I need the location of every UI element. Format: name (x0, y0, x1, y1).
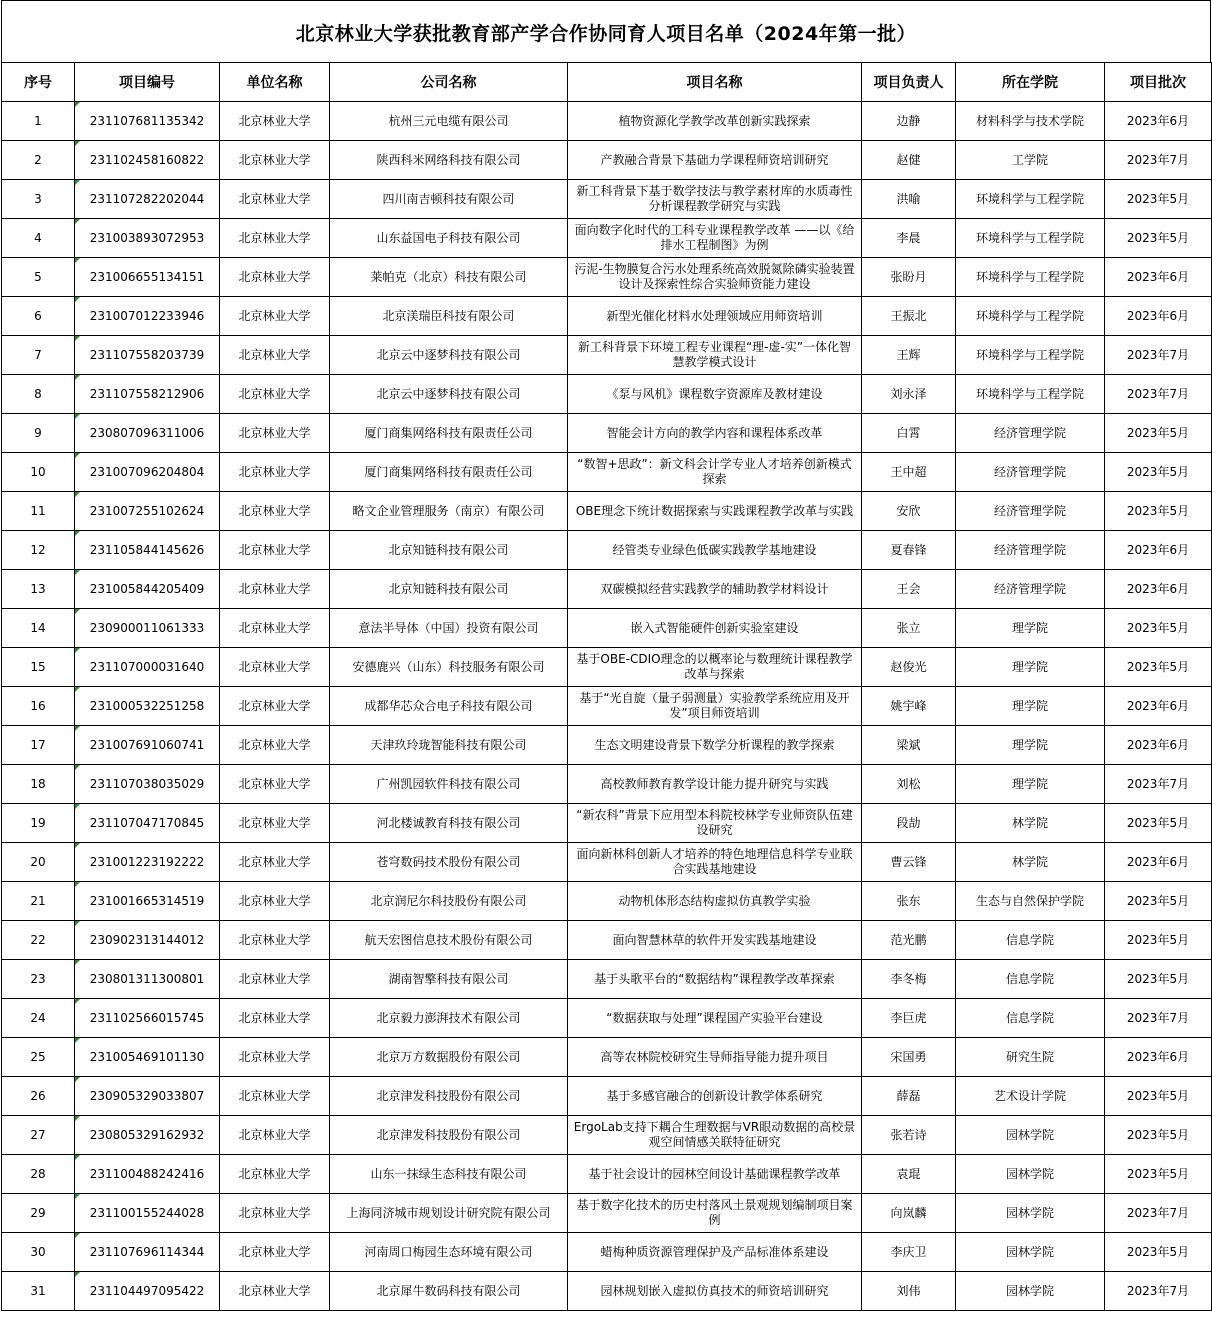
cell-college: 理学院 (956, 765, 1105, 804)
cell-batch: 2023年7月 (1105, 336, 1212, 375)
cell-project-name: “数智+思政”：新文科会计学专业人才培养创新模式探索 (568, 453, 862, 492)
cell-unit: 北京林业大学 (220, 102, 330, 141)
cell-unit: 北京林业大学 (220, 1077, 330, 1116)
cell-leader: 洪喻 (862, 180, 956, 219)
cell-project-name: “数据获取与处理”课程国产实验平台建设 (568, 999, 862, 1038)
table-row (2, 687, 1212, 726)
cell-college: 园林学院 (956, 1272, 1105, 1311)
cell-seq: 5 (2, 258, 75, 297)
cell-batch: 2023年7月 (1105, 375, 1212, 414)
cell-project-code: 231104497095422 (75, 1272, 220, 1311)
cell-college: 理学院 (956, 687, 1105, 726)
cell-batch: 2023年5月 (1105, 1077, 1212, 1116)
cell-college: 园林学院 (956, 1194, 1105, 1233)
cell-leader: 边静 (862, 102, 956, 141)
cell-unit: 北京林业大学 (220, 258, 330, 297)
table-row (2, 375, 1212, 414)
cell-unit: 北京林业大学 (220, 1233, 330, 1272)
cell-batch: 2023年6月 (1105, 531, 1212, 570)
cell-unit: 北京林业大学 (220, 492, 330, 531)
cell-company: 天津玖玲珑智能科技有限公司 (330, 726, 568, 765)
cell-leader: 向岚麟 (862, 1194, 956, 1233)
cell-unit: 北京林业大学 (220, 648, 330, 687)
cell-college: 生态与自然保护学院 (956, 882, 1105, 921)
cell-company: 山东益国电子科技有限公司 (330, 219, 568, 258)
header-row (2, 63, 1212, 102)
header-company: 公司名称 (330, 63, 568, 102)
table-row (2, 492, 1212, 531)
table-row (2, 219, 1212, 258)
cell-project-code: 231107000031640 (75, 648, 220, 687)
table-row (2, 648, 1212, 687)
cell-seq: 10 (2, 453, 75, 492)
cell-leader: 曹云锋 (862, 843, 956, 882)
cell-college: 林学院 (956, 804, 1105, 843)
table-row (2, 999, 1212, 1038)
header-leader: 项目负责人 (862, 63, 956, 102)
cell-project-name: 动物机体形态结构虚拟仿真教学实验 (568, 882, 862, 921)
cell-company: 北京知链科技有限公司 (330, 570, 568, 609)
cell-project-code: 231003893072953 (75, 219, 220, 258)
cell-project-code: 230900011061333 (75, 609, 220, 648)
cell-project-code: 231107558203739 (75, 336, 220, 375)
cell-seq: 28 (2, 1155, 75, 1194)
cell-batch: 2023年6月 (1105, 297, 1212, 336)
cell-project-code: 231005844205409 (75, 570, 220, 609)
cell-project-code: 231001223192222 (75, 843, 220, 882)
table-row (2, 1194, 1212, 1233)
cell-seq: 19 (2, 804, 75, 843)
cell-leader: 梁斌 (862, 726, 956, 765)
header-project-name: 项目名称 (568, 63, 862, 102)
cell-company: 安德鹿兴（山东）科技服务有限公司 (330, 648, 568, 687)
cell-project-code: 231107558212906 (75, 375, 220, 414)
cell-leader: 王中超 (862, 453, 956, 492)
cell-seq: 26 (2, 1077, 75, 1116)
cell-project-name: 基于“光自旋（量子弱测量）实验教学系统应用及开发”项目师资培训 (568, 687, 862, 726)
cell-project-name: 面向新林科创新人才培养的特色地理信息科学专业联合实践基地建设 (568, 843, 862, 882)
cell-leader: 张东 (862, 882, 956, 921)
table-row (2, 414, 1212, 453)
cell-project-name: 基于数字化技术的历史村落风土景观规划编制项目案例 (568, 1194, 862, 1233)
cell-college: 艺术设计学院 (956, 1077, 1105, 1116)
table-row (2, 765, 1212, 804)
cell-unit: 北京林业大学 (220, 921, 330, 960)
cell-project-name: 基于头歌平台的“数据结构”课程教学改革探索 (568, 960, 862, 999)
cell-project-code: 231107282202044 (75, 180, 220, 219)
cell-batch: 2023年7月 (1105, 141, 1212, 180)
cell-unit: 北京林业大学 (220, 531, 330, 570)
cell-unit: 北京林业大学 (220, 375, 330, 414)
cell-unit: 北京林业大学 (220, 843, 330, 882)
cell-batch: 2023年7月 (1105, 1194, 1212, 1233)
table-row (2, 336, 1212, 375)
cell-project-code: 231000532251258 (75, 687, 220, 726)
cell-project-name: 污泥-生物膜复合污水处理系统高效脱氮除磷实验装置设计及探索性综合实验师资能力建设 (568, 258, 862, 297)
cell-leader: 王会 (862, 570, 956, 609)
cell-project-name: 基于多感官融合的创新设计教学体系研究 (568, 1077, 862, 1116)
cell-college: 理学院 (956, 609, 1105, 648)
cell-seq: 9 (2, 414, 75, 453)
cell-seq: 25 (2, 1038, 75, 1077)
cell-project-code: 231007255102624 (75, 492, 220, 531)
cell-batch: 2023年6月 (1105, 570, 1212, 609)
cell-seq: 11 (2, 492, 75, 531)
cell-seq: 12 (2, 531, 75, 570)
cell-project-name: 高校教师教育教学设计能力提升研究与实践 (568, 765, 862, 804)
cell-leader: 李晨 (862, 219, 956, 258)
cell-seq: 15 (2, 648, 75, 687)
cell-project-name: 新工科背景下环境工程专业课程“理-虚-实”一体化智慧教学模式设计 (568, 336, 862, 375)
cell-leader: 张立 (862, 609, 956, 648)
cell-batch: 2023年5月 (1105, 180, 1212, 219)
table-row (2, 102, 1212, 141)
table-row (2, 180, 1212, 219)
cell-batch: 2023年7月 (1105, 765, 1212, 804)
cell-leader: 刘伟 (862, 1272, 956, 1311)
cell-seq: 14 (2, 609, 75, 648)
cell-project-code: 231105844145626 (75, 531, 220, 570)
cell-unit: 北京林业大学 (220, 141, 330, 180)
table-row (2, 843, 1212, 882)
cell-college: 经济管理学院 (956, 453, 1105, 492)
cell-company: 陕西科米网络科技有限公司 (330, 141, 568, 180)
cell-seq: 24 (2, 999, 75, 1038)
cell-unit: 北京林业大学 (220, 336, 330, 375)
table-row (2, 1155, 1212, 1194)
header-project-code: 项目编号 (75, 63, 220, 102)
cell-college: 园林学院 (956, 1233, 1105, 1272)
cell-unit: 北京林业大学 (220, 609, 330, 648)
cell-leader: 张盼月 (862, 258, 956, 297)
cell-unit: 北京林业大学 (220, 1038, 330, 1077)
cell-project-code: 231006655134151 (75, 258, 220, 297)
cell-project-name: 产教融合背景下基础力学课程师资培训研究 (568, 141, 862, 180)
header-batch: 项目批次 (1105, 63, 1212, 102)
cell-project-name: 基于社会设计的园林空间设计基础课程教学改革 (568, 1155, 862, 1194)
cell-project-code: 231001665314519 (75, 882, 220, 921)
cell-company: 北京犀牛数码科技有限公司 (330, 1272, 568, 1311)
cell-project-code: 230805329162932 (75, 1116, 220, 1155)
cell-company: 湖南智擎科技有限公司 (330, 960, 568, 999)
table-row (2, 570, 1212, 609)
cell-company: 苍穹数码技术股份有限公司 (330, 843, 568, 882)
cell-seq: 2 (2, 141, 75, 180)
cell-project-code: 231007096204804 (75, 453, 220, 492)
cell-batch: 2023年5月 (1105, 453, 1212, 492)
cell-leader: 赵健 (862, 141, 956, 180)
cell-leader: 安欣 (862, 492, 956, 531)
cell-college: 研究生院 (956, 1038, 1105, 1077)
cell-company: 成都华芯众合电子科技有限公司 (330, 687, 568, 726)
cell-leader: 李冬梅 (862, 960, 956, 999)
cell-company: 北京润尼尔科技股份有限公司 (330, 882, 568, 921)
cell-unit: 北京林业大学 (220, 726, 330, 765)
cell-company: 北京知链科技有限公司 (330, 531, 568, 570)
cell-company: 河北楼诚教育科技有限公司 (330, 804, 568, 843)
table-row (2, 141, 1212, 180)
cell-batch: 2023年5月 (1105, 492, 1212, 531)
cell-unit: 北京林业大学 (220, 219, 330, 258)
cell-seq: 23 (2, 960, 75, 999)
cell-company: 厦门商集网络科技有限责任公司 (330, 453, 568, 492)
cell-project-name: 蜡梅种质资源管理保护及产品标准体系建设 (568, 1233, 862, 1272)
table-row (2, 258, 1212, 297)
cell-seq: 21 (2, 882, 75, 921)
cell-seq: 18 (2, 765, 75, 804)
table-row (2, 453, 1212, 492)
cell-unit: 北京林业大学 (220, 882, 330, 921)
cell-college: 理学院 (956, 648, 1105, 687)
cell-project-code: 231007012233946 (75, 297, 220, 336)
cell-leader: 姚宇峰 (862, 687, 956, 726)
cell-leader: 王振北 (862, 297, 956, 336)
cell-college: 环境科学与工程学院 (956, 336, 1105, 375)
table-row (2, 297, 1212, 336)
sheet-title: 北京林业大学获批教育部产学合作协同育人项目名单（2024年第一批） (1, 0, 1211, 62)
cell-company: 厦门商集网络科技有限责任公司 (330, 414, 568, 453)
cell-seq: 17 (2, 726, 75, 765)
table-row (2, 1116, 1212, 1155)
cell-company: 河南周口梅园生态环境有限公司 (330, 1233, 568, 1272)
cell-college: 信息学院 (956, 960, 1105, 999)
cell-seq: 13 (2, 570, 75, 609)
cell-batch: 2023年5月 (1105, 882, 1212, 921)
table-row (2, 1077, 1212, 1116)
cell-unit: 北京林业大学 (220, 687, 330, 726)
cell-company: 北京津发科技股份有限公司 (330, 1077, 568, 1116)
table-row (2, 921, 1212, 960)
cell-college: 环境科学与工程学院 (956, 219, 1105, 258)
cell-batch: 2023年5月 (1105, 219, 1212, 258)
cell-leader: 薛磊 (862, 1077, 956, 1116)
cell-project-code: 231100488242416 (75, 1155, 220, 1194)
cell-leader: 李巨虎 (862, 999, 956, 1038)
cell-company: 四川南吉顿科技有限公司 (330, 180, 568, 219)
cell-seq: 31 (2, 1272, 75, 1311)
cell-project-name: 嵌入式智能硬件创新实验室建设 (568, 609, 862, 648)
cell-seq: 30 (2, 1233, 75, 1272)
cell-college: 环境科学与工程学院 (956, 297, 1105, 336)
cell-batch: 2023年7月 (1105, 999, 1212, 1038)
table-row (2, 960, 1212, 999)
cell-project-code: 230801311300801 (75, 960, 220, 999)
cell-leader: 王辉 (862, 336, 956, 375)
cell-company: 北京毅力澎湃技术有限公司 (330, 999, 568, 1038)
table-row (2, 882, 1212, 921)
cell-college: 信息学院 (956, 921, 1105, 960)
cell-seq: 3 (2, 180, 75, 219)
cell-batch: 2023年7月 (1105, 1272, 1212, 1311)
cell-company: 上海同济城市规划设计研究院有限公司 (330, 1194, 568, 1233)
cell-batch: 2023年5月 (1105, 804, 1212, 843)
spreadsheet (1, 0, 1211, 1311)
cell-seq: 4 (2, 219, 75, 258)
cell-batch: 2023年5月 (1105, 609, 1212, 648)
cell-company: 北京云中逐梦科技有限公司 (330, 336, 568, 375)
cell-seq: 22 (2, 921, 75, 960)
cell-seq: 20 (2, 843, 75, 882)
cell-college: 环境科学与工程学院 (956, 180, 1105, 219)
cell-project-name: OBE理念下统计数据探索与实践课程教学改革与实践 (568, 492, 862, 531)
cell-college: 环境科学与工程学院 (956, 375, 1105, 414)
cell-project-code: 231107038035029 (75, 765, 220, 804)
table-row (2, 531, 1212, 570)
cell-unit: 北京林业大学 (220, 180, 330, 219)
project-table (1, 62, 1212, 1311)
cell-batch: 2023年5月 (1105, 960, 1212, 999)
cell-project-code: 231005469101130 (75, 1038, 220, 1077)
cell-unit: 北京林业大学 (220, 1116, 330, 1155)
cell-project-code: 231100155244028 (75, 1194, 220, 1233)
table-row (2, 1038, 1212, 1077)
cell-project-name: 园林规划嵌入虚拟仿真技术的师资培训研究 (568, 1272, 862, 1311)
cell-leader: 范光鹏 (862, 921, 956, 960)
cell-batch: 2023年5月 (1105, 414, 1212, 453)
cell-unit: 北京林业大学 (220, 297, 330, 336)
cell-leader: 段劼 (862, 804, 956, 843)
cell-batch: 2023年6月 (1105, 726, 1212, 765)
cell-company: 北京万方数据股份有限公司 (330, 1038, 568, 1077)
cell-batch: 2023年5月 (1105, 648, 1212, 687)
cell-project-name: 面向智慧林草的软件开发实践基地建设 (568, 921, 862, 960)
cell-project-name: 基于OBE-CDIO理念的以概率论与数理统计课程教学改革与探索 (568, 648, 862, 687)
cell-company: 航天宏图信息技术股份有限公司 (330, 921, 568, 960)
table-row (2, 1272, 1212, 1311)
cell-unit: 北京林业大学 (220, 999, 330, 1038)
cell-unit: 北京林业大学 (220, 414, 330, 453)
cell-college: 经济管理学院 (956, 531, 1105, 570)
cell-project-name: 高等农林院校研究生导师指导能力提升项目 (568, 1038, 862, 1077)
cell-company: 杭州三元电缆有限公司 (330, 102, 568, 141)
header-college: 所在学院 (956, 63, 1105, 102)
cell-college: 工学院 (956, 141, 1105, 180)
cell-company: 北京津发科技股份有限公司 (330, 1116, 568, 1155)
cell-batch: 2023年6月 (1105, 1038, 1212, 1077)
cell-project-code: 231107047170845 (75, 804, 220, 843)
cell-project-name: 经管类专业绿色低碳实践教学基地建设 (568, 531, 862, 570)
cell-company: 北京渼瑞臣科技有限公司 (330, 297, 568, 336)
cell-batch: 2023年5月 (1105, 1233, 1212, 1272)
cell-batch: 2023年5月 (1105, 1155, 1212, 1194)
cell-project-name: 生态文明建设背景下数学分析课程的教学探索 (568, 726, 862, 765)
cell-company: 山东一抹绿生态科技有限公司 (330, 1155, 568, 1194)
cell-leader: 刘永泽 (862, 375, 956, 414)
cell-project-code: 231102458160822 (75, 141, 220, 180)
table-row (2, 726, 1212, 765)
cell-college: 理学院 (956, 726, 1105, 765)
cell-college: 园林学院 (956, 1116, 1105, 1155)
cell-project-name: “新农科”背景下应用型本科院校林学专业师资队伍建设研究 (568, 804, 862, 843)
cell-leader: 白霄 (862, 414, 956, 453)
cell-unit: 北京林业大学 (220, 804, 330, 843)
table-row (2, 804, 1212, 843)
cell-project-code: 231107696114344 (75, 1233, 220, 1272)
cell-company: 广州凯园软件科技有限公司 (330, 765, 568, 804)
cell-project-code: 231007691060741 (75, 726, 220, 765)
cell-company: 北京云中逐梦科技有限公司 (330, 375, 568, 414)
cell-college: 材料科学与技术学院 (956, 102, 1105, 141)
cell-company: 略文企业管理服务（南京）有限公司 (330, 492, 568, 531)
cell-leader: 夏春锋 (862, 531, 956, 570)
cell-college: 林学院 (956, 843, 1105, 882)
cell-batch: 2023年6月 (1105, 843, 1212, 882)
cell-college: 经济管理学院 (956, 570, 1105, 609)
table-row (2, 1233, 1212, 1272)
cell-seq: 27 (2, 1116, 75, 1155)
cell-batch: 2023年6月 (1105, 258, 1212, 297)
cell-company: 莱帕克（北京）科技有限公司 (330, 258, 568, 297)
cell-project-code: 230807096311006 (75, 414, 220, 453)
cell-leader: 宋国勇 (862, 1038, 956, 1077)
cell-project-name: 新工科背景下基于数学技法与教学素材库的水质毒性分析课程教学研究与实践 (568, 180, 862, 219)
cell-leader: 刘松 (862, 765, 956, 804)
cell-college: 园林学院 (956, 1155, 1105, 1194)
cell-batch: 2023年5月 (1105, 1116, 1212, 1155)
cell-leader: 袁琨 (862, 1155, 956, 1194)
cell-college: 经济管理学院 (956, 414, 1105, 453)
cell-unit: 北京林业大学 (220, 765, 330, 804)
cell-project-name: ErgoLab支持下耦合生理数据与VR眼动数据的高校景观空间情感关联特征研究 (568, 1116, 862, 1155)
cell-project-name: 面向数字化时代的工科专业课程教学改革 ——以《给排水工程制图》为例 (568, 219, 862, 258)
cell-seq: 6 (2, 297, 75, 336)
cell-college: 经济管理学院 (956, 492, 1105, 531)
cell-leader: 张若诗 (862, 1116, 956, 1155)
cell-unit: 北京林业大学 (220, 570, 330, 609)
cell-seq: 7 (2, 336, 75, 375)
cell-seq: 8 (2, 375, 75, 414)
table-row (2, 609, 1212, 648)
cell-unit: 北京林业大学 (220, 453, 330, 492)
cell-batch: 2023年6月 (1105, 102, 1212, 141)
cell-college: 环境科学与工程学院 (956, 258, 1105, 297)
cell-project-name: 新型光催化材料水处理领域应用师资培训 (568, 297, 862, 336)
cell-project-code: 231102566015745 (75, 999, 220, 1038)
cell-batch: 2023年5月 (1105, 921, 1212, 960)
cell-project-name: 植物资源化学教学改革创新实践探索 (568, 102, 862, 141)
cell-unit: 北京林业大学 (220, 960, 330, 999)
cell-batch: 2023年6月 (1105, 687, 1212, 726)
cell-unit: 北京林业大学 (220, 1194, 330, 1233)
cell-project-code: 230902313144012 (75, 921, 220, 960)
cell-leader: 赵俊光 (862, 648, 956, 687)
cell-leader: 李庆卫 (862, 1233, 956, 1272)
cell-project-code: 231107681135342 (75, 102, 220, 141)
cell-company: 意法半导体（中国）投资有限公司 (330, 609, 568, 648)
header-unit: 单位名称 (220, 63, 330, 102)
cell-project-name: 《泵与风机》课程数字资源库及教材建设 (568, 375, 862, 414)
cell-college: 信息学院 (956, 999, 1105, 1038)
cell-unit: 北京林业大学 (220, 1272, 330, 1311)
cell-unit: 北京林业大学 (220, 1155, 330, 1194)
cell-seq: 16 (2, 687, 75, 726)
cell-project-name: 双碳模拟经营实践教学的辅助教学材料设计 (568, 570, 862, 609)
cell-seq: 1 (2, 102, 75, 141)
cell-project-code: 230905329033807 (75, 1077, 220, 1116)
header-seq: 序号 (2, 63, 75, 102)
cell-seq: 29 (2, 1194, 75, 1233)
cell-project-name: 智能会计方向的教学内容和课程体系改革 (568, 414, 862, 453)
